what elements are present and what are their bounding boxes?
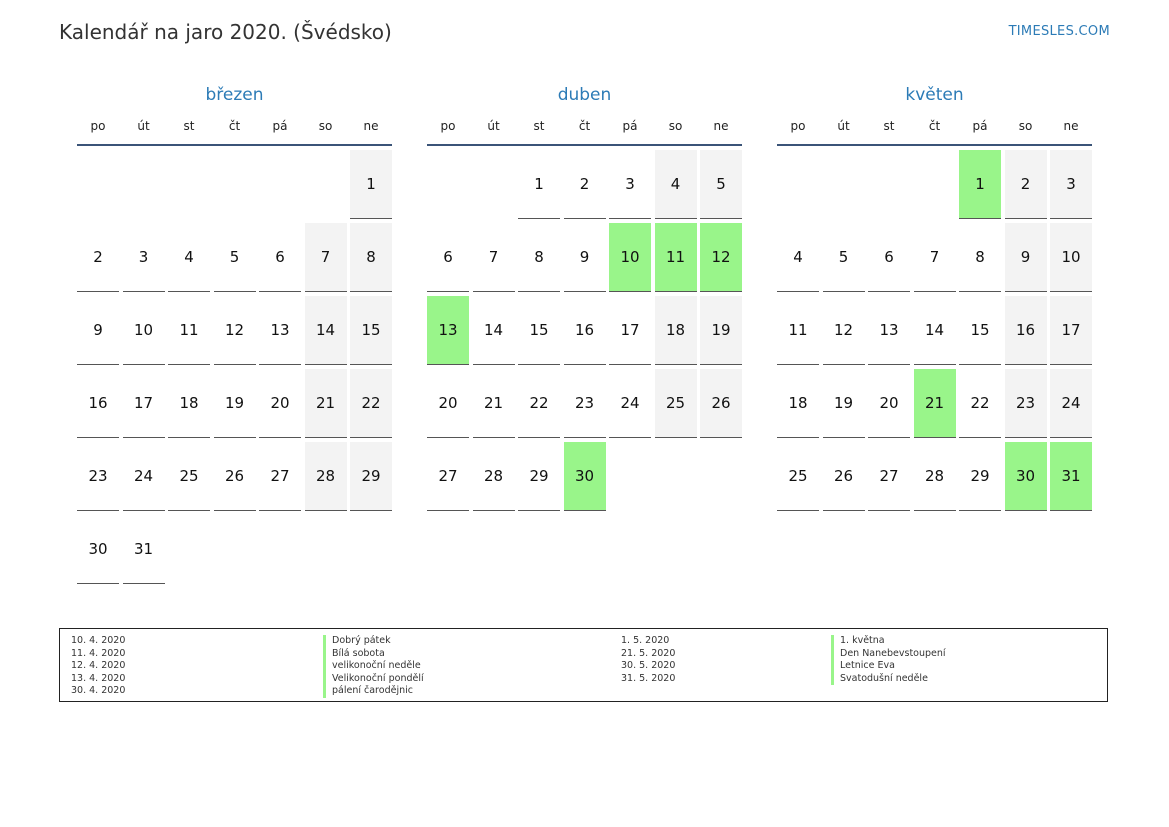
weekday-label: po <box>790 119 806 133</box>
holiday-day-cell: 21 <box>914 369 956 438</box>
holiday-day-cell: 13 <box>427 296 469 365</box>
legend-holiday-name: Den Nanebevstoupení <box>831 648 946 661</box>
empty-cell <box>473 150 515 219</box>
day-cell: 14 <box>914 296 956 365</box>
legend-holiday-name: Letnice Eva <box>831 660 946 673</box>
day-cell: 21 <box>473 369 515 438</box>
month-calendar <box>777 82 1092 511</box>
weekday-label: čt <box>228 119 241 133</box>
day-cell: 24 <box>1050 369 1092 438</box>
day-cell: 9 <box>564 223 606 292</box>
weekday-label: pá <box>272 119 288 133</box>
day-cell: 27 <box>427 442 469 511</box>
day-cell: 1 <box>518 150 560 219</box>
day-cell: 14 <box>305 296 347 365</box>
legend-date: 10. 4. 2020 <box>71 635 126 646</box>
weekday-label: ne <box>1063 119 1079 133</box>
day-cell: 25 <box>168 442 210 511</box>
day-cell: 26 <box>823 442 865 511</box>
day-cell: 18 <box>655 296 697 365</box>
weekday-label: st <box>533 119 545 133</box>
weekday-label: čt <box>578 119 591 133</box>
day-cell: 8 <box>959 223 1001 292</box>
month-calendar <box>77 82 392 584</box>
day-cell: 29 <box>959 442 1001 511</box>
legend-date: 11. 4. 2020 <box>71 647 126 659</box>
legend-date: 30. 5. 2020 <box>621 660 676 672</box>
day-cell: 31 <box>123 515 165 584</box>
legend-holiday-name: Dobrý pátek <box>323 635 424 648</box>
day-cell: 28 <box>305 442 347 511</box>
day-cell: 22 <box>350 369 392 438</box>
holiday-day-cell: 30 <box>564 442 606 511</box>
page-title: Kalendář na jaro 2020. (Švédsko) <box>59 20 392 44</box>
day-cell: 13 <box>868 296 910 365</box>
weekday-label: po <box>440 119 456 133</box>
legend-holiday-name: pálení čarodějnic <box>323 685 424 698</box>
month-name: květen <box>905 85 964 105</box>
day-cell: 10 <box>1050 223 1092 292</box>
month-name: duben <box>557 85 612 105</box>
empty-cell <box>427 150 469 219</box>
day-cell: 21 <box>305 369 347 438</box>
weekday-label: so <box>318 119 333 133</box>
legend-date: 31. 5. 2020 <box>621 672 676 684</box>
day-grid <box>77 150 392 584</box>
day-cell: 3 <box>1050 150 1092 219</box>
legend-date: 1. 5. 2020 <box>621 635 670 646</box>
day-cell: 20 <box>427 369 469 438</box>
holiday-day-cell: 30 <box>1005 442 1047 511</box>
empty-cell <box>777 150 819 219</box>
day-cell: 15 <box>518 296 560 365</box>
weekday-label: ne <box>713 119 729 133</box>
weekday-header <box>427 116 742 146</box>
day-cell: 20 <box>868 369 910 438</box>
day-cell: 23 <box>564 369 606 438</box>
empty-cell <box>823 150 865 219</box>
day-cell: 24 <box>609 369 651 438</box>
day-cell: 11 <box>168 296 210 365</box>
day-cell: 23 <box>77 442 119 511</box>
day-cell: 18 <box>168 369 210 438</box>
empty-cell <box>123 150 165 219</box>
day-cell: 4 <box>168 223 210 292</box>
day-cell: 8 <box>518 223 560 292</box>
day-cell: 6 <box>868 223 910 292</box>
day-cell: 27 <box>868 442 910 511</box>
day-cell: 17 <box>123 369 165 438</box>
day-cell: 24 <box>123 442 165 511</box>
day-cell: 29 <box>518 442 560 511</box>
day-cell: 22 <box>959 369 1001 438</box>
weekday-label: út <box>137 119 150 133</box>
day-cell: 25 <box>777 442 819 511</box>
day-cell: 17 <box>1050 296 1092 365</box>
day-cell: 6 <box>259 223 301 292</box>
weekday-label: so <box>668 119 683 133</box>
month-calendar <box>427 82 742 511</box>
day-cell: 11 <box>777 296 819 365</box>
day-cell: 17 <box>609 296 651 365</box>
legend-holiday-name: velikonoční neděle <box>323 660 424 673</box>
holiday-day-cell: 12 <box>700 223 742 292</box>
holiday-legend <box>59 628 1108 702</box>
day-cell: 1 <box>350 150 392 219</box>
day-cell: 12 <box>823 296 865 365</box>
day-cell: 7 <box>914 223 956 292</box>
day-cell: 9 <box>77 296 119 365</box>
day-cell: 19 <box>700 296 742 365</box>
legend-holiday-name: Velikonoční pondělí <box>323 673 424 686</box>
day-cell: 27 <box>259 442 301 511</box>
day-grid <box>427 150 742 511</box>
day-cell: 2 <box>564 150 606 219</box>
day-grid <box>777 150 1092 511</box>
empty-cell <box>259 150 301 219</box>
weekday-label: út <box>487 119 500 133</box>
weekday-header <box>777 116 1092 146</box>
day-cell: 23 <box>1005 369 1047 438</box>
holiday-day-cell: 10 <box>609 223 651 292</box>
day-cell: 19 <box>823 369 865 438</box>
day-cell: 16 <box>564 296 606 365</box>
day-cell: 5 <box>700 150 742 219</box>
day-cell: 29 <box>350 442 392 511</box>
weekday-label: st <box>183 119 195 133</box>
legend-date: 13. 4. 2020 <box>71 672 126 684</box>
day-cell: 28 <box>473 442 515 511</box>
day-cell: 28 <box>914 442 956 511</box>
day-cell: 3 <box>123 223 165 292</box>
legend-names-right <box>831 635 946 685</box>
day-cell: 2 <box>77 223 119 292</box>
month-name: březen <box>205 85 264 105</box>
legend-holiday-name: Bílá sobota <box>323 648 424 661</box>
empty-cell <box>77 150 119 219</box>
day-cell: 5 <box>823 223 865 292</box>
empty-cell <box>914 150 956 219</box>
holiday-day-cell: 1 <box>959 150 1001 219</box>
day-cell: 22 <box>518 369 560 438</box>
day-cell: 7 <box>473 223 515 292</box>
legend-names-left <box>323 635 424 698</box>
weekday-label: út <box>837 119 850 133</box>
legend-date: 12. 4. 2020 <box>71 660 126 672</box>
day-cell: 10 <box>123 296 165 365</box>
day-cell: 4 <box>655 150 697 219</box>
day-cell: 3 <box>609 150 651 219</box>
holiday-day-cell: 11 <box>655 223 697 292</box>
day-cell: 12 <box>214 296 256 365</box>
day-cell: 6 <box>427 223 469 292</box>
empty-cell <box>214 150 256 219</box>
empty-cell <box>168 150 210 219</box>
legend-holiday-name: Svatodušní neděle <box>831 673 946 686</box>
weekday-label: pá <box>972 119 988 133</box>
legend-dates-right <box>621 635 675 685</box>
legend-date: 21. 5. 2020 <box>621 647 676 659</box>
day-cell: 16 <box>1005 296 1047 365</box>
day-cell: 13 <box>259 296 301 365</box>
weekday-label: po <box>90 119 106 133</box>
weekday-label: čt <box>928 119 941 133</box>
day-cell: 9 <box>1005 223 1047 292</box>
day-cell: 15 <box>959 296 1001 365</box>
legend-date: 30. 4. 2020 <box>71 685 126 697</box>
day-cell: 19 <box>214 369 256 438</box>
day-cell: 4 <box>777 223 819 292</box>
weekday-label: so <box>1018 119 1033 133</box>
day-cell: 26 <box>214 442 256 511</box>
day-cell: 16 <box>77 369 119 438</box>
day-cell: 14 <box>473 296 515 365</box>
day-cell: 20 <box>259 369 301 438</box>
legend-dates-left <box>71 635 125 698</box>
day-cell: 15 <box>350 296 392 365</box>
day-cell: 25 <box>655 369 697 438</box>
day-cell: 26 <box>700 369 742 438</box>
day-cell: 8 <box>350 223 392 292</box>
day-cell: 7 <box>305 223 347 292</box>
empty-cell <box>868 150 910 219</box>
weekday-label: pá <box>622 119 638 133</box>
weekday-header <box>77 116 392 146</box>
day-cell: 18 <box>777 369 819 438</box>
day-cell: 2 <box>1005 150 1047 219</box>
day-cell: 5 <box>214 223 256 292</box>
weekday-label: st <box>883 119 895 133</box>
legend-holiday-name: 1. května <box>831 635 946 648</box>
holiday-day-cell: 31 <box>1050 442 1092 511</box>
weekday-label: ne <box>363 119 379 133</box>
brand-link[interactable]: TIMESLES.COM <box>1008 24 1110 39</box>
empty-cell <box>305 150 347 219</box>
day-cell: 30 <box>77 515 119 584</box>
